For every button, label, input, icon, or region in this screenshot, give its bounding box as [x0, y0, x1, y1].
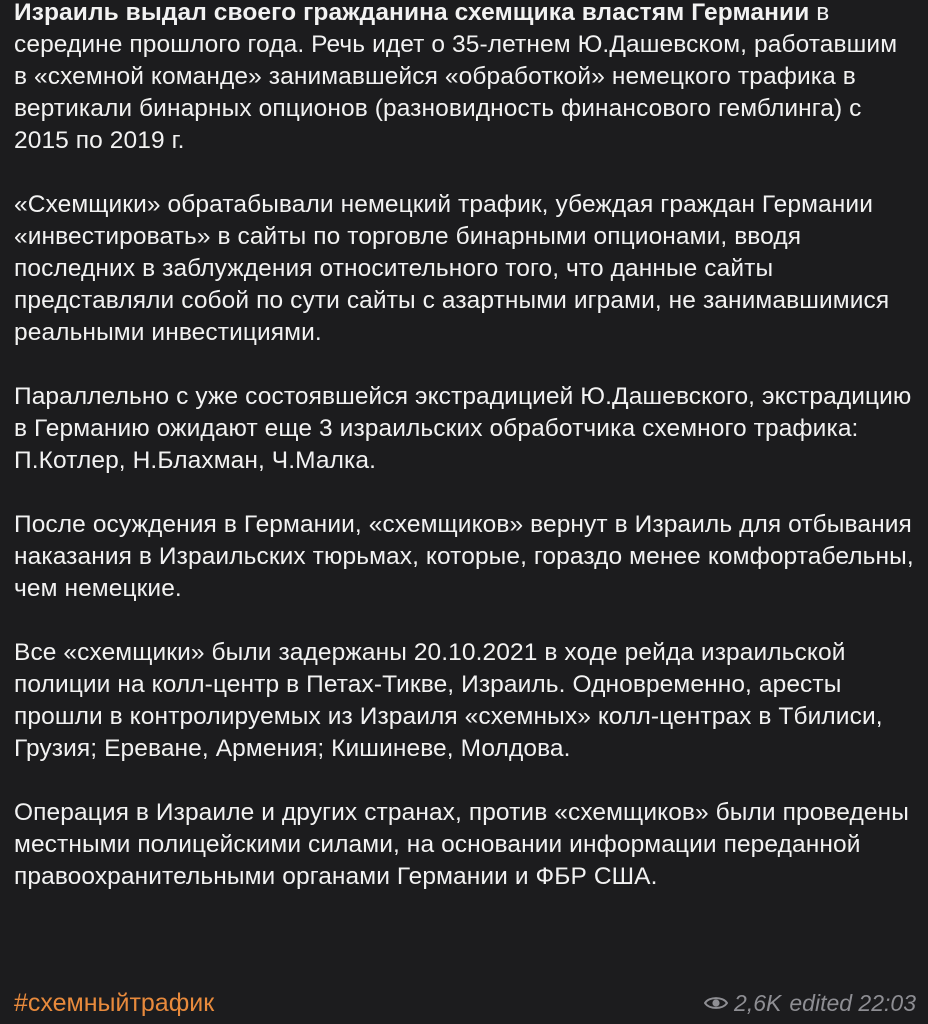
- post-headline: Израиль выдал своего гражданина схемщика властям Германии: [14, 0, 810, 26]
- view-count: 2,6K: [734, 989, 782, 1016]
- post-paragraph-5: Операция в Израиле и других странах, против «схемщиков» были проведены местными полицейскими силами, на основании информации переданной правоохранительными органами Германии и ФБР США.: [14, 799, 909, 890]
- post-paragraph-4: Все «схемщики» были задержаны 20.10.2021 в ходе рейда израильской полиции на колл-центр в Петах-Тикве, Израиль. Одновременно, аресты прошли в контролируемых из Израиля «схемных» колл-центрах в Тбилиси, Грузия; Ереване, Армения; Кишиневе, Молдова.: [14, 639, 883, 762]
- post-paragraph-2: Параллельно с уже состоявшейся экстрадицией Ю.Дашевского, экстрадицию в Германию ожидают еще 3 израильских обработчика схемного трафика: П.Котлер, Н.Блахман, Ч.Малка.: [14, 383, 912, 474]
- post-meta: [704, 990, 916, 1017]
- post-paragraph-3: После осуждения в Германии, «схемщиков» вернут в Израиль для отбывания наказания в Израильских тюрьмах, которые, гораздо менее комфортабельны, чем немецкие.: [14, 511, 914, 602]
- hashtag-link[interactable]: #схемныйтрафик: [14, 988, 215, 1017]
- post-footer: [14, 986, 916, 1020]
- edited-timestamp: edited 22:03: [789, 989, 916, 1016]
- post-paragraph-lead: [14, 0, 914, 157]
- post-paragraph-1: «Схемщики» обратабывали немецкий трафик, убеждая граждан Германии «инвестировать» в сайты по торговле бинарными опционами, вводя последних в заблуждения относительного того, что данные сайты представляли собой по сути сайты с азартными играми, не занимавшимися реальными инвестициями.: [14, 191, 890, 346]
- post-lead-text: в середине прошлого года. Речь идет о 35-летнем Ю.Дашевском, работавшим в «схемной команде» занимавшейся «обработкой» немецкого трафика в вертикали бинарных опционов (разновидность финансового гемблинга) с 2015 по 2019 г.: [14, 0, 898, 154]
- eye-icon: [704, 995, 728, 1011]
